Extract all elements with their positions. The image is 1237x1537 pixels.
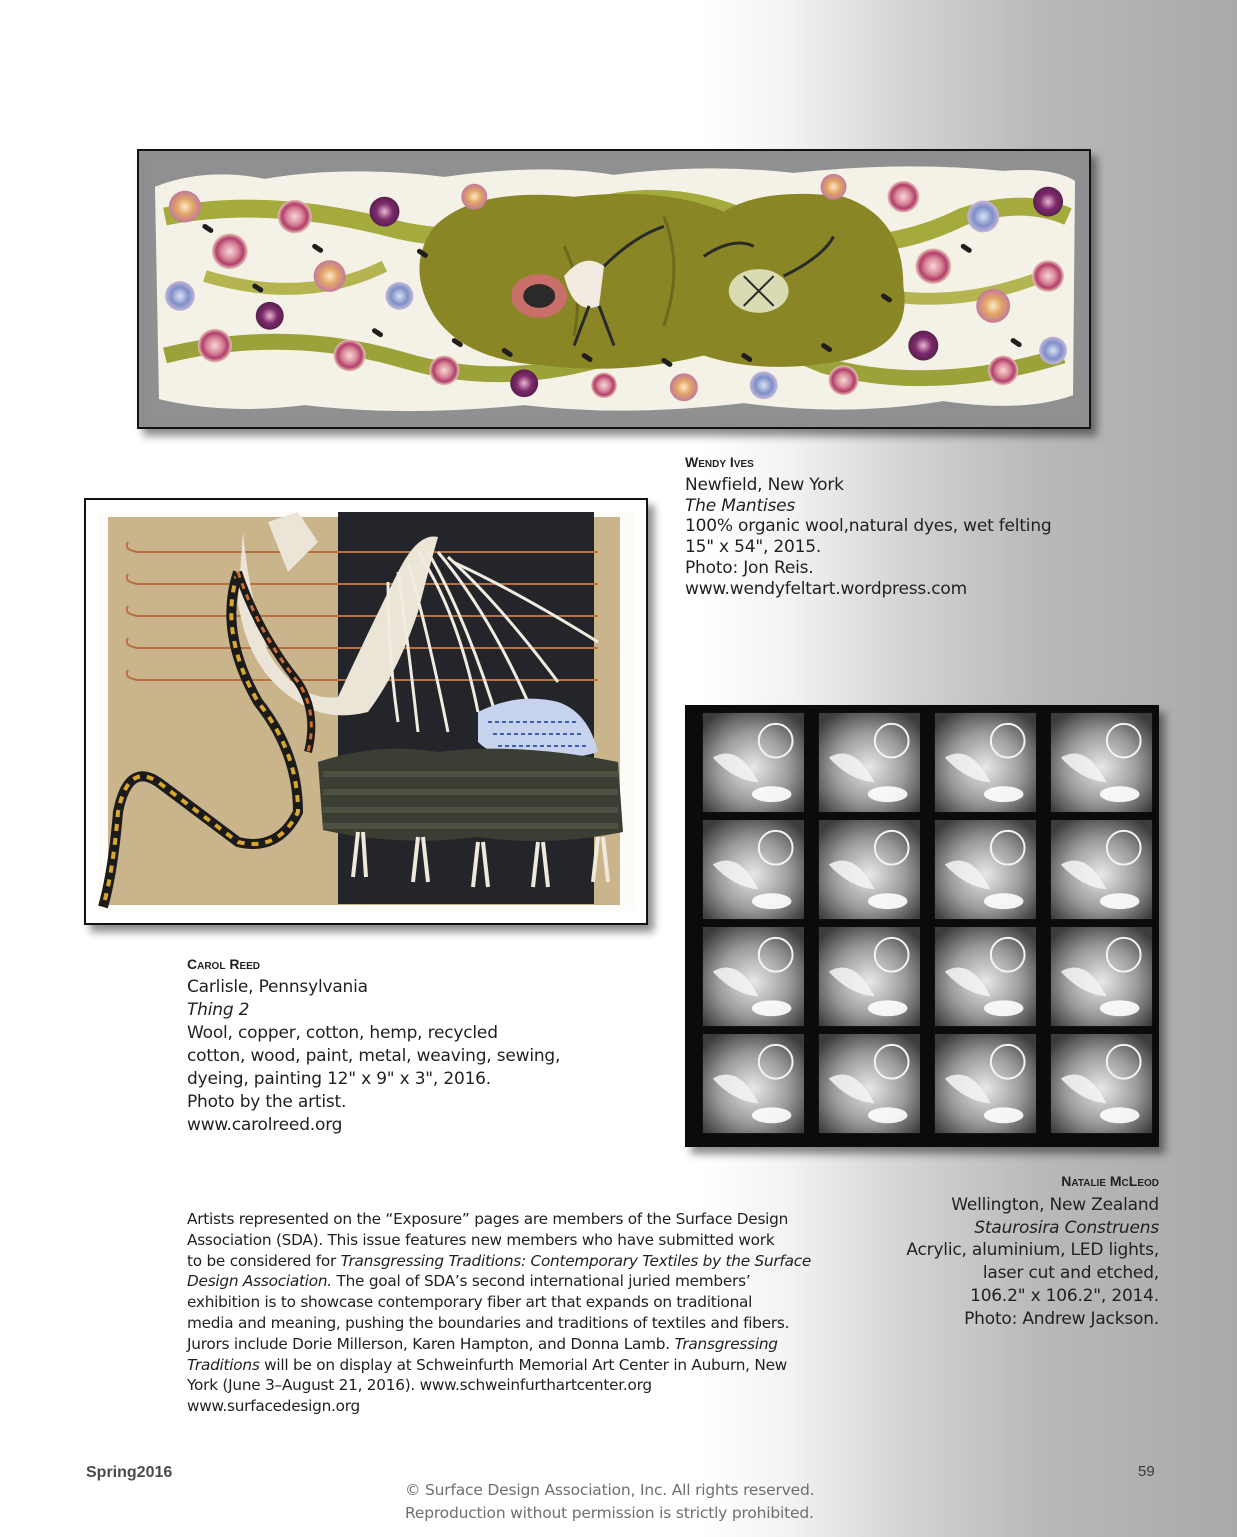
etched-panel [935, 1034, 1036, 1133]
etched-panel [1051, 927, 1152, 1026]
artwork-title: Thing 2 [187, 1000, 250, 1020]
exposure-description-paragraph [187, 1209, 827, 1417]
artwork-materials-2: laser cut and etched, [982, 1263, 1159, 1284]
exhibition-title-italic: Traditions [187, 1355, 260, 1374]
artist-name: Natalie McLeod [1061, 1173, 1159, 1189]
etched-panel [819, 713, 920, 812]
artwork-dimensions: 106.2" x 106.2", 2014. [970, 1285, 1159, 1306]
paragraph-line [187, 1271, 827, 1292]
artwork-materials-3: dyeing, painting 12" x 9" x 3", 2016. [187, 1069, 492, 1089]
photo-credit: Photo: Jon Reis. [685, 557, 814, 578]
copyright-line: © Surface Design Association, Inc. All rights reserved. [405, 1481, 815, 1499]
caption-wendy-ives [685, 452, 1105, 600]
photo-credit: Photo: Andrew Jackson. [964, 1308, 1159, 1329]
etched-panel [1051, 820, 1152, 919]
etched-panel [703, 713, 804, 812]
paragraph-line: Artists represented on the “Exposure” pages are members of the Surface Design [187, 1210, 789, 1228]
artist-location: Wellington, New Zealand [951, 1194, 1159, 1215]
paragraph-line: York (June 3–August 21, 2016). www.schweinfurthartcenter.org [187, 1376, 652, 1395]
paragraph-text: Jurors include Dorie Millerson, Karen Hampton, and Donna Lamb. [187, 1334, 675, 1353]
artist-name: Carol Reed [187, 956, 261, 972]
artwork-materials: 100% organic wool,natural dyes, wet felting [685, 516, 1052, 537]
issue-label: Spring2016 [86, 1464, 173, 1481]
paragraph-line [187, 1355, 827, 1376]
paragraph-text: The goal of SDA’s second international juried members’ [331, 1272, 751, 1291]
caption-carol-reed [187, 953, 607, 1137]
paragraph-line: exhibition is to showcase contemporary fiber art that expands on traditional [187, 1293, 753, 1312]
etched-panel [819, 820, 920, 919]
artwork-dimensions: 15" x 54", 2015. [685, 537, 822, 558]
artwork-materials-1: Wool, copper, cotton, hemp, recycled [187, 1023, 498, 1043]
paragraph-line [187, 1334, 827, 1355]
caption-natalie-mcleod [880, 1170, 1159, 1331]
paragraph-line: media and meaning, pushing the boundaries and traditions of textiles and fibers. [187, 1313, 790, 1332]
etched-panel [1051, 713, 1152, 812]
weaving-artwork-illustration [98, 512, 634, 911]
artwork-image-the-mantises [137, 149, 1091, 429]
page-number: 59 [1138, 1463, 1155, 1480]
paragraph-line [187, 1251, 827, 1272]
etched-panel [935, 820, 1036, 919]
artwork-title: The Mantises [685, 495, 796, 516]
exhibition-title-italic: Transgressing [674, 1334, 778, 1353]
etched-panel [819, 927, 920, 1026]
artwork-materials-2: cotton, wood, paint, metal, weaving, sewing, [187, 1046, 561, 1066]
etched-panel [935, 927, 1036, 1026]
exhibition-title-part-1: Transgressing Traditions: Contemporary Textiles by the Surface [340, 1251, 812, 1270]
etched-panel [703, 1034, 804, 1133]
copyright-line: Reproduction without permission is strictly prohibited. [405, 1504, 814, 1522]
artwork-image-thing-2 [84, 498, 648, 925]
etched-panel [703, 927, 804, 1026]
etched-panel [935, 713, 1036, 812]
artist-location: Carlisle, Pennsylvania [187, 977, 368, 997]
paragraph-text: will be on display at Schweinfurth Memorial Art Center in Auburn, New [259, 1355, 787, 1374]
etched-panel-grid [687, 707, 1157, 1145]
etched-panel [819, 1034, 920, 1133]
copyright-notice [405, 1479, 865, 1525]
artwork-image-staurosira-construens [685, 705, 1159, 1147]
photo-credit: Photo by the artist. [187, 1092, 347, 1112]
paragraph-text: to be considered for [187, 1251, 341, 1270]
artist-location: Newfield, New York [685, 474, 844, 495]
etched-panel [703, 820, 804, 919]
paragraph-line: Association (SDA). This issue features new members who have submitted work [187, 1230, 775, 1249]
artist-website: www.carolreed.org [187, 1115, 343, 1135]
artist-name: Wendy Ives [685, 454, 754, 470]
etched-panel [1051, 1034, 1152, 1133]
artwork-title: Staurosira Construens [974, 1217, 1159, 1238]
felt-artwork-illustration [145, 157, 1083, 421]
paragraph-line: www.surfacedesign.org [187, 1397, 360, 1416]
exhibition-title-part-2: Design Association. [187, 1272, 332, 1291]
artist-website: www.wendyfeltart.wordpress.com [685, 578, 967, 599]
artwork-materials-1: Acrylic, aluminium, LED lights, [906, 1240, 1159, 1261]
